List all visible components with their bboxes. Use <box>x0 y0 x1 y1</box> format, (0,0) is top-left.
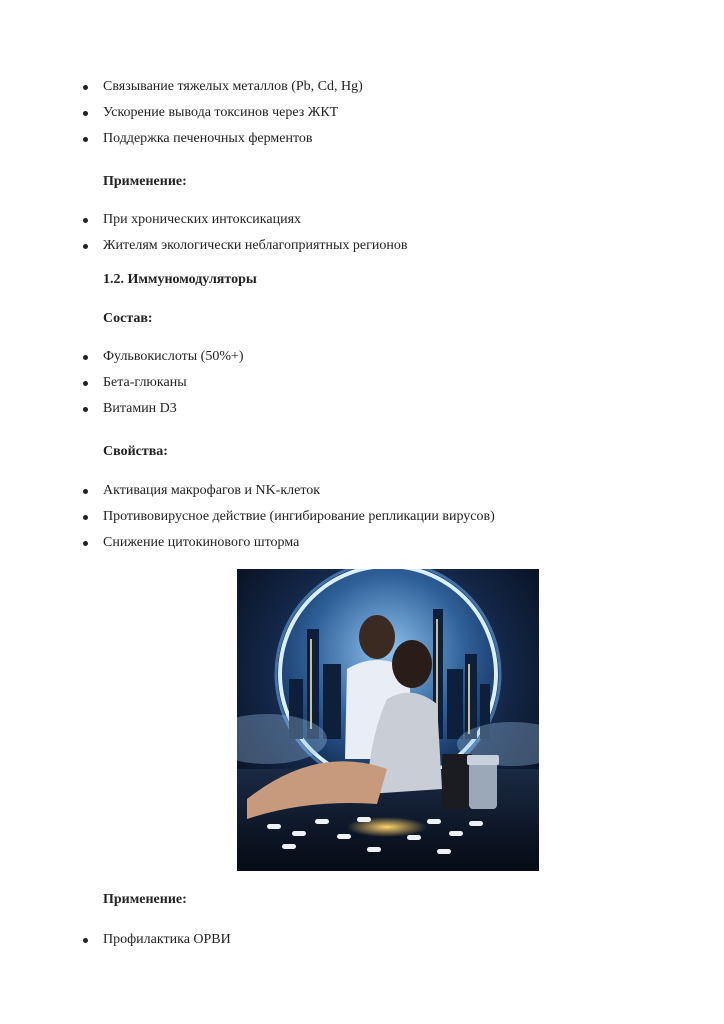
heading-application-2: Применение: <box>103 892 187 907</box>
list-item: Активация макрофагов и NK-клеток <box>0 478 724 504</box>
list-item: Жителям экологически неблагоприятных регионов <box>0 233 724 259</box>
list-application-2 <box>0 927 724 953</box>
list-composition <box>0 344 724 422</box>
list-item: Связывание тяжелых металлов (Pb, Cd, Hg) <box>0 74 724 100</box>
list-item: Фульвокислоты (50%+) <box>0 344 724 370</box>
list-effects <box>0 74 724 152</box>
list-application <box>0 207 724 259</box>
list-item: Витамин D3 <box>0 396 724 422</box>
list-properties <box>0 478 724 556</box>
list-item: Поддержка печеночных ферментов <box>0 126 724 152</box>
list-item: Противовирусное действие (ингибирование репликации вирусов) <box>0 504 724 530</box>
list-item: Бета-глюканы <box>0 370 724 396</box>
illustration-image <box>237 569 539 871</box>
heading-properties: Свойства: <box>103 444 168 459</box>
list-item: Профилактика ОРВИ <box>0 927 724 953</box>
list-item: При хронических интоксикациях <box>0 207 724 233</box>
heading-composition: Состав: <box>103 311 153 326</box>
heading-application: Применение: <box>103 174 187 189</box>
list-item: Ускорение вывода токсинов через ЖКТ <box>0 100 724 126</box>
section-title: 1.2. Иммуномодуляторы <box>103 272 257 287</box>
list-item: Снижение цитокинового шторма <box>0 530 724 556</box>
